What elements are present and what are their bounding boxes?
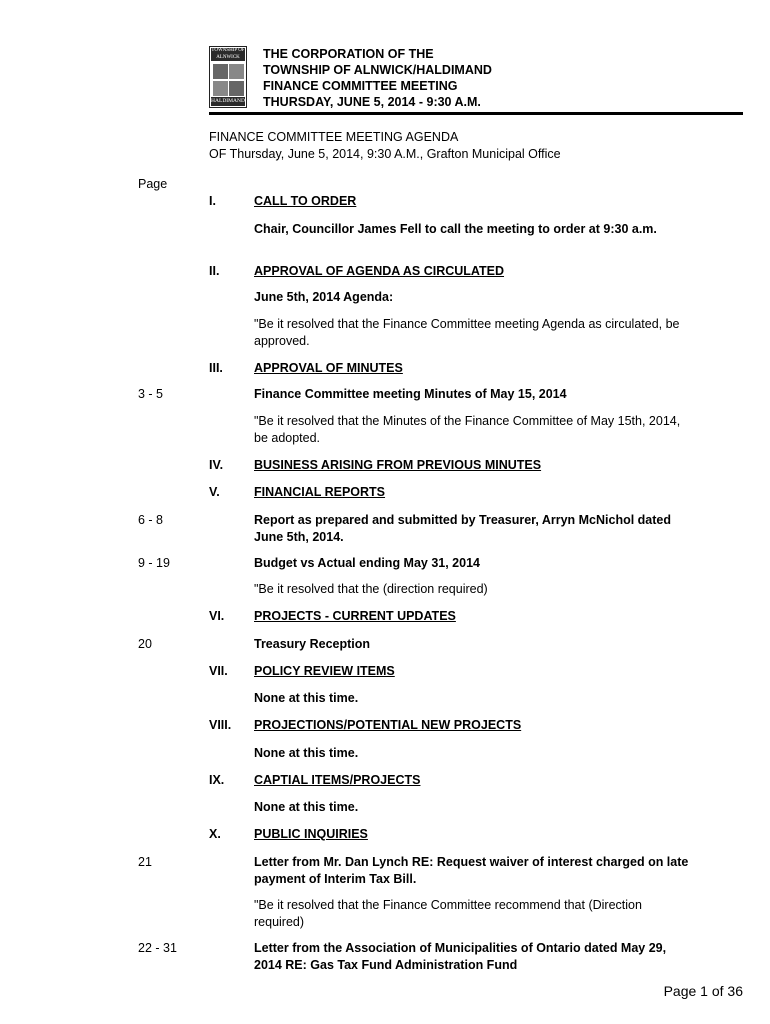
item-text: None at this time.: [254, 746, 359, 760]
item-text: Report as prepared and submitted by Treasurer, Arryn McNichol dated June 5th, 2014.: [254, 513, 672, 544]
item-number: I.: [209, 194, 216, 208]
header-line: THE CORPORATION OF THE: [263, 47, 434, 61]
page-reference: 9 - 19: [138, 556, 170, 570]
item-number: VIII.: [209, 718, 232, 732]
item-text: None at this time.: [254, 800, 359, 814]
item-text: Finance Committee meeting Minutes of May 15, 2014: [254, 387, 567, 401]
agenda-heading: [209, 129, 561, 163]
item-heading: PROJECTIONS/POTENTIAL NEW PROJECTS: [254, 718, 522, 732]
logo-bottom-text: HALDIMAND: [211, 98, 245, 104]
item-text: Letter from Mr. Dan Lynch RE: Request waiver of interest charged on late payment of Interim Tax Bill.: [254, 855, 689, 886]
agenda-subtitle: OF Thursday, June 5, 2014, 9:30 A.M., Grafton Municipal Office: [209, 147, 561, 161]
item-heading: PROJECTS - CURRENT UPDATES: [254, 609, 456, 623]
header-line: FINANCE COMMITTEE MEETING: [263, 79, 458, 93]
page-reference: 20: [138, 637, 152, 651]
item-text: Letter from the Association of Municipalities of Ontario dated May 29, 2014 RE: Gas Tax Fund Administration Fund: [254, 941, 667, 972]
item-heading: PUBLIC INQUIRIES: [254, 827, 368, 841]
header-line: TOWNSHIP OF ALNWICK/HALDIMAND: [263, 63, 492, 77]
item-number: II.: [209, 264, 220, 278]
item-number: IX.: [209, 773, 225, 787]
item-text: June 5th, 2014 Agenda:: [254, 290, 394, 304]
resolution-text: "Be it resolved that the Finance Committee recommend that (Direction required): [254, 898, 642, 929]
item-heading: CALL TO ORDER: [254, 194, 357, 208]
item-number: III.: [209, 361, 223, 375]
logo-quadrant: [229, 81, 244, 96]
header-rule: [209, 112, 743, 115]
item-heading: APPROVAL OF AGENDA AS CIRCULATED: [254, 264, 505, 278]
logo-quadrant: [213, 81, 228, 96]
item-number: VI.: [209, 609, 225, 623]
item-heading: BUSINESS ARISING FROM PREVIOUS MINUTES: [254, 458, 542, 472]
agenda-title: FINANCE COMMITTEE MEETING AGENDA: [209, 130, 459, 144]
item-text: Budget vs Actual ending May 31, 2014: [254, 556, 480, 570]
page-reference: 21: [138, 855, 152, 869]
logo-quadrant: [213, 64, 228, 79]
item-text: Treasury Reception: [254, 637, 371, 651]
page-reference: 3 - 5: [138, 387, 164, 401]
item-text: Chair, Councillor James Fell to call the meeting to order at 9:30 a.m.: [254, 222, 657, 236]
item-number: V.: [209, 485, 220, 499]
item-heading: CAPTIAL ITEMS/PROJECTS: [254, 773, 421, 787]
page-indicator: Page 1 of 36: [663, 983, 743, 999]
resolution-text: "Be it resolved that the Minutes of the Finance Committee of May 15th, 2014, be adopted.: [254, 414, 681, 445]
item-number: VII.: [209, 664, 228, 678]
item-heading: FINANCIAL REPORTS: [254, 485, 386, 499]
item-heading: POLICY REVIEW ITEMS: [254, 664, 395, 678]
logo-top-text: TOWNSHIP OF ALNWICK: [211, 48, 245, 60]
page-reference: 6 - 8: [138, 513, 164, 527]
page-reference: 22 - 31: [138, 941, 177, 955]
item-heading: APPROVAL OF MINUTES: [254, 361, 403, 375]
item-text: None at this time.: [254, 691, 359, 705]
logo-quadrant: [229, 64, 244, 79]
resolution-text: "Be it resolved that the Finance Committee meeting Agenda as circulated, be approved.: [254, 317, 680, 348]
resolution-text: "Be it resolved that the (direction required): [254, 582, 488, 596]
header-line: THURSDAY, JUNE 5, 2014 - 9:30 A.M.: [263, 95, 481, 109]
page-column-label: Page: [138, 177, 168, 191]
item-number: X.: [209, 827, 221, 841]
item-number: IV.: [209, 458, 224, 472]
township-logo: [209, 46, 247, 108]
header-title: [263, 46, 492, 110]
